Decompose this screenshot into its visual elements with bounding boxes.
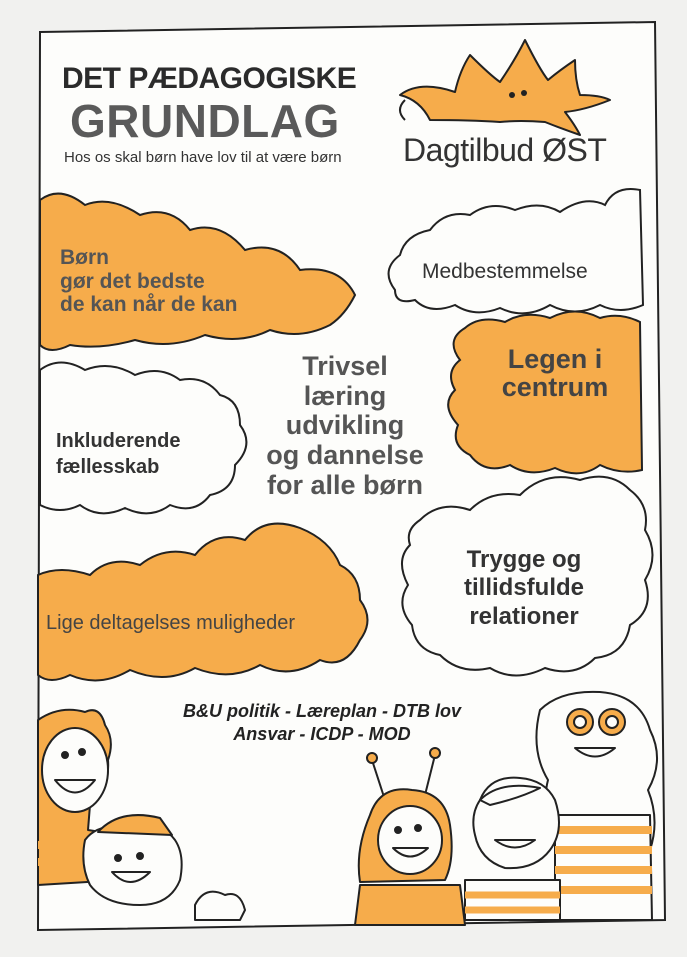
star-eye: [521, 90, 527, 96]
page-title-line2: GRUNDLAG: [70, 95, 340, 147]
policy-line2: Ansvar - ICDP - MOD: [233, 723, 411, 744]
policy-line1: B&U politik - Læreplan - DTB lov: [182, 701, 461, 721]
cloud-medbestemmelse-text: Medbestemmelse: [422, 260, 588, 283]
brand-name: Dagtilbud ØST: [403, 132, 607, 168]
star-eye: [509, 92, 515, 98]
cloud-legen-text: Legen i centrum: [501, 344, 609, 403]
center-text: Trivsel læring udvikling og dannelse for alle børn: [266, 351, 424, 500]
cloud-born-text: Børn gør det bedste de kan når de kan: [60, 246, 238, 317]
cloud-inkluderende-text: Inkluderende fællesskab: [56, 430, 181, 478]
page-subtitle: Hos os skal børn have lov til at være børn: [64, 149, 342, 166]
cloud-lige-text: Lige deltagelses muligheder: [46, 612, 296, 634]
policy-list: [112, 700, 532, 745]
cloud-trygge-text: Trygge og tillidsfulde relationer: [464, 546, 584, 630]
page-title-line1: DET PÆDAGOGISKE: [62, 62, 357, 95]
